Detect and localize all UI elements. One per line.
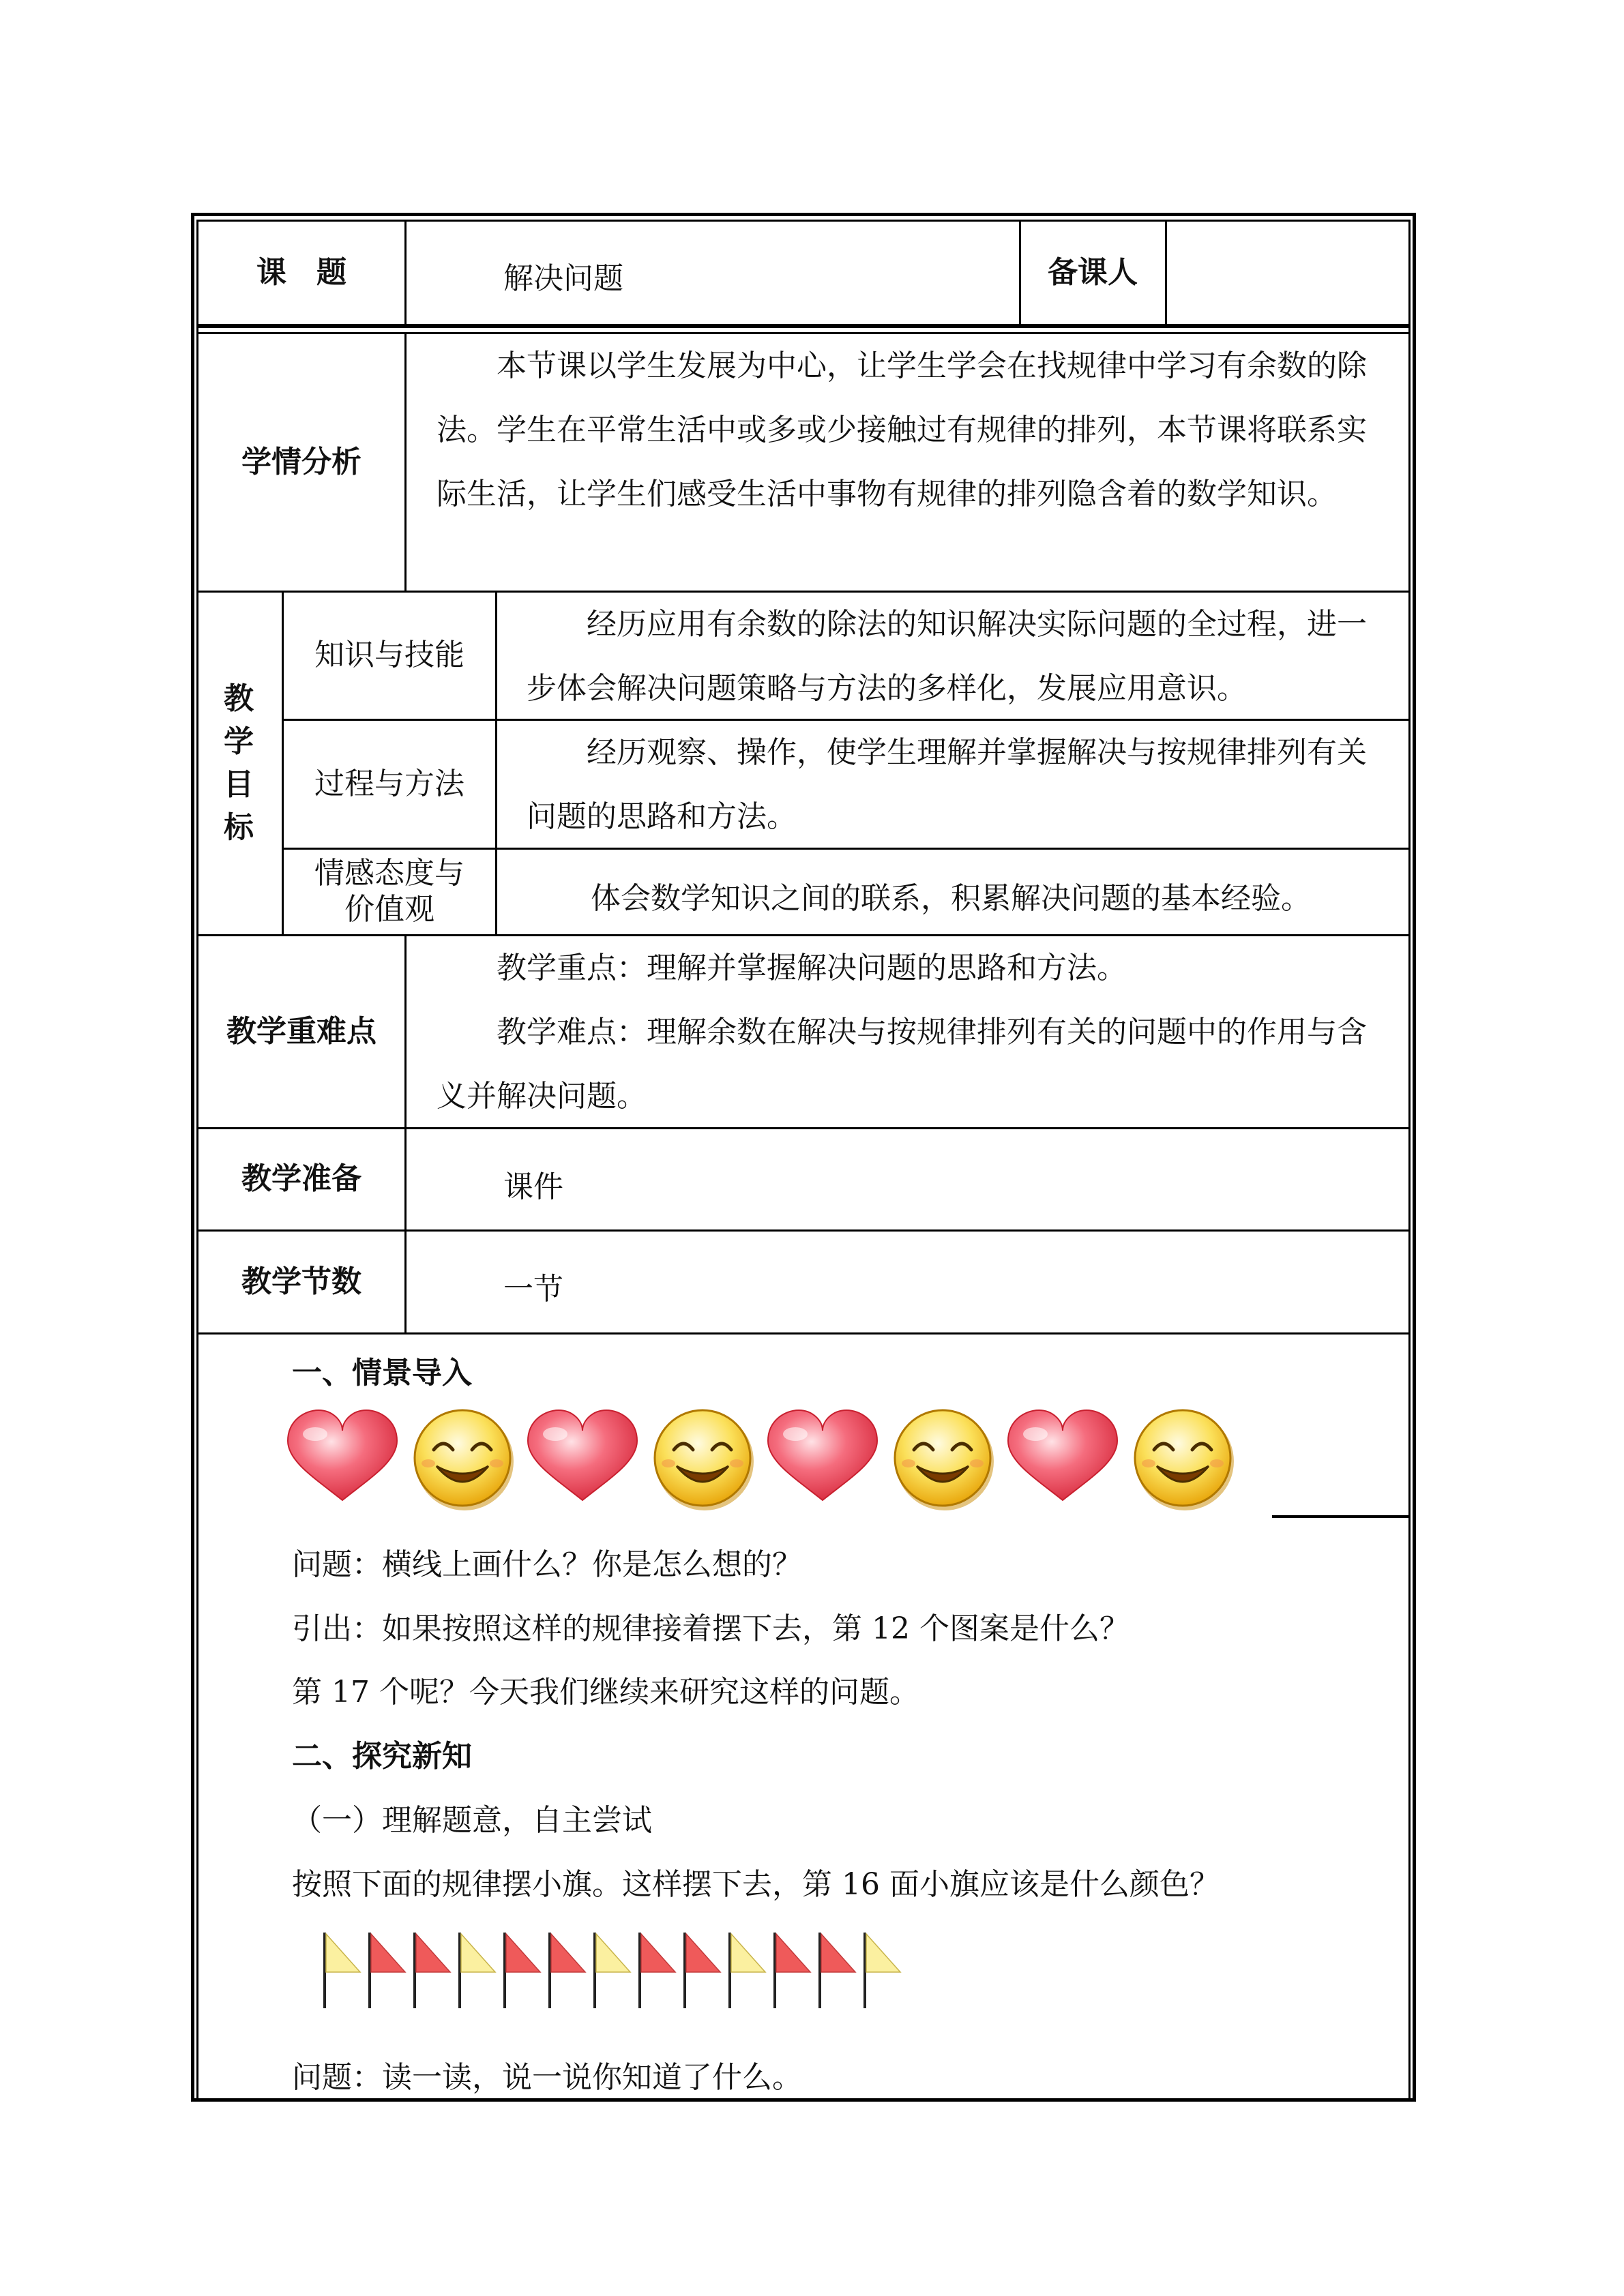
red-flag-icon — [820, 1933, 855, 2008]
question-1: 问题：横线上画什么？你是怎么想的？ — [292, 1547, 802, 1582]
key-points-label: 教学重难点 — [226, 1013, 377, 1049]
yellow-flag-icon — [595, 1933, 630, 2008]
question-2: 问题：读一读，说一说你知道了什么。 — [292, 2060, 802, 2095]
periods-label: 教学节数 — [241, 1264, 361, 1299]
process-methods-text: 经历观察、操作，使学生理解并掌握解决与按规律排列有关问题的思路和方法。 — [527, 735, 1367, 834]
red-flag-icon — [640, 1933, 675, 2008]
flag-problem: 按照下面的规律摆小旗。这样摆下去，第 16 面小旗应该是什么颜色？ — [292, 1867, 1220, 1902]
flag-sequence — [314, 1930, 941, 2015]
subsection-1-title: （一）理解题意，自主尝试 — [292, 1803, 652, 1838]
objectives-label-char: 教 — [224, 681, 254, 716]
lead-in-line-1: 引出：如果按照这样的规律接着摆下去，第 12 个图案是什么？ — [292, 1611, 1130, 1646]
heart-icon — [768, 1410, 877, 1500]
lead-in-line-2: 第 17 个呢？今天我们继续来研究这样的问题。 — [292, 1675, 919, 1710]
heart-icon — [288, 1410, 397, 1500]
red-flag-icon — [505, 1933, 540, 2008]
objectives-label — [218, 677, 259, 849]
emotion-values-label — [284, 850, 495, 934]
knowledge-skills-text: 经历应用有余数的除法的知识解决实际问题的全过程，进一步体会解决问题策略与方法的多样化，发展应用意识。 — [527, 607, 1367, 706]
topic-label: 课 题 — [256, 254, 346, 290]
blank-answer-line — [1272, 1515, 1408, 1518]
smiley-icon — [415, 1410, 514, 1510]
preparer-value — [1167, 222, 1408, 324]
periods-value: 一节 — [503, 1272, 563, 1307]
red-flag-icon — [775, 1933, 810, 2008]
yellow-flag-icon — [325, 1933, 360, 2008]
yellow-flag-icon — [865, 1933, 900, 2008]
smiley-icon — [655, 1410, 754, 1510]
smiley-icon — [895, 1410, 994, 1510]
table-divider — [404, 332, 407, 593]
table-divider — [196, 324, 1411, 328]
heart-icon — [1008, 1410, 1117, 1500]
smiley-icon — [1135, 1410, 1234, 1510]
section-1-title: 一、情景导入 — [292, 1356, 472, 1390]
yellow-flag-icon — [730, 1933, 765, 2008]
teaching-difficulty: 教学难点：理解余数在解决与按规律排列有关的问题中的作用与含义并解决问题。 — [437, 1015, 1367, 1114]
red-flag-icon — [685, 1933, 720, 2008]
red-flag-icon — [415, 1933, 450, 2008]
heart-icon — [528, 1410, 637, 1500]
table-divider — [495, 591, 497, 936]
process-methods-label: 过程与方法 — [314, 766, 464, 801]
objectives-label-char: 目 — [224, 767, 254, 802]
objectives-label-char: 学 — [224, 724, 254, 759]
red-flag-icon — [370, 1933, 405, 2008]
emotion-values-label-line: 价值观 — [344, 892, 434, 927]
emotion-values-text: 体会数学知识之间的联系，积累解决问题的基本经验。 — [591, 881, 1311, 916]
emotion-values-label-line: 情感态度与 — [314, 856, 464, 891]
preparation-value: 课件 — [503, 1169, 563, 1204]
yellow-flag-icon — [460, 1933, 495, 2008]
table-divider — [196, 1332, 1411, 1335]
objectives-label-char: 标 — [224, 810, 254, 845]
analysis-text: 本节课以学生发展为中心，让学生学会在找规律中学习有余数的除法。学生在平常生活中或多或少接触过有规律的排列，本节课将联系实际生活，让学生们感受生活中事物有规律的排列隐含着的数学知识。 — [437, 348, 1367, 511]
topic-value: 解决问题 — [503, 261, 623, 296]
section-2-title: 二、探究新知 — [292, 1739, 472, 1774]
knowledge-skills-label: 知识与技能 — [314, 638, 464, 673]
table-divider — [404, 220, 407, 326]
preparer-label: 备课人 — [1048, 254, 1138, 290]
table-divider — [404, 934, 407, 1335]
pattern-sequence — [280, 1398, 1248, 1521]
red-flag-icon — [550, 1933, 585, 2008]
teaching-focus: 教学重点：理解并掌握解决问题的思路和方法。 — [497, 951, 1127, 985]
analysis-label: 学情分析 — [241, 444, 361, 479]
preparation-label: 教学准备 — [241, 1161, 361, 1197]
